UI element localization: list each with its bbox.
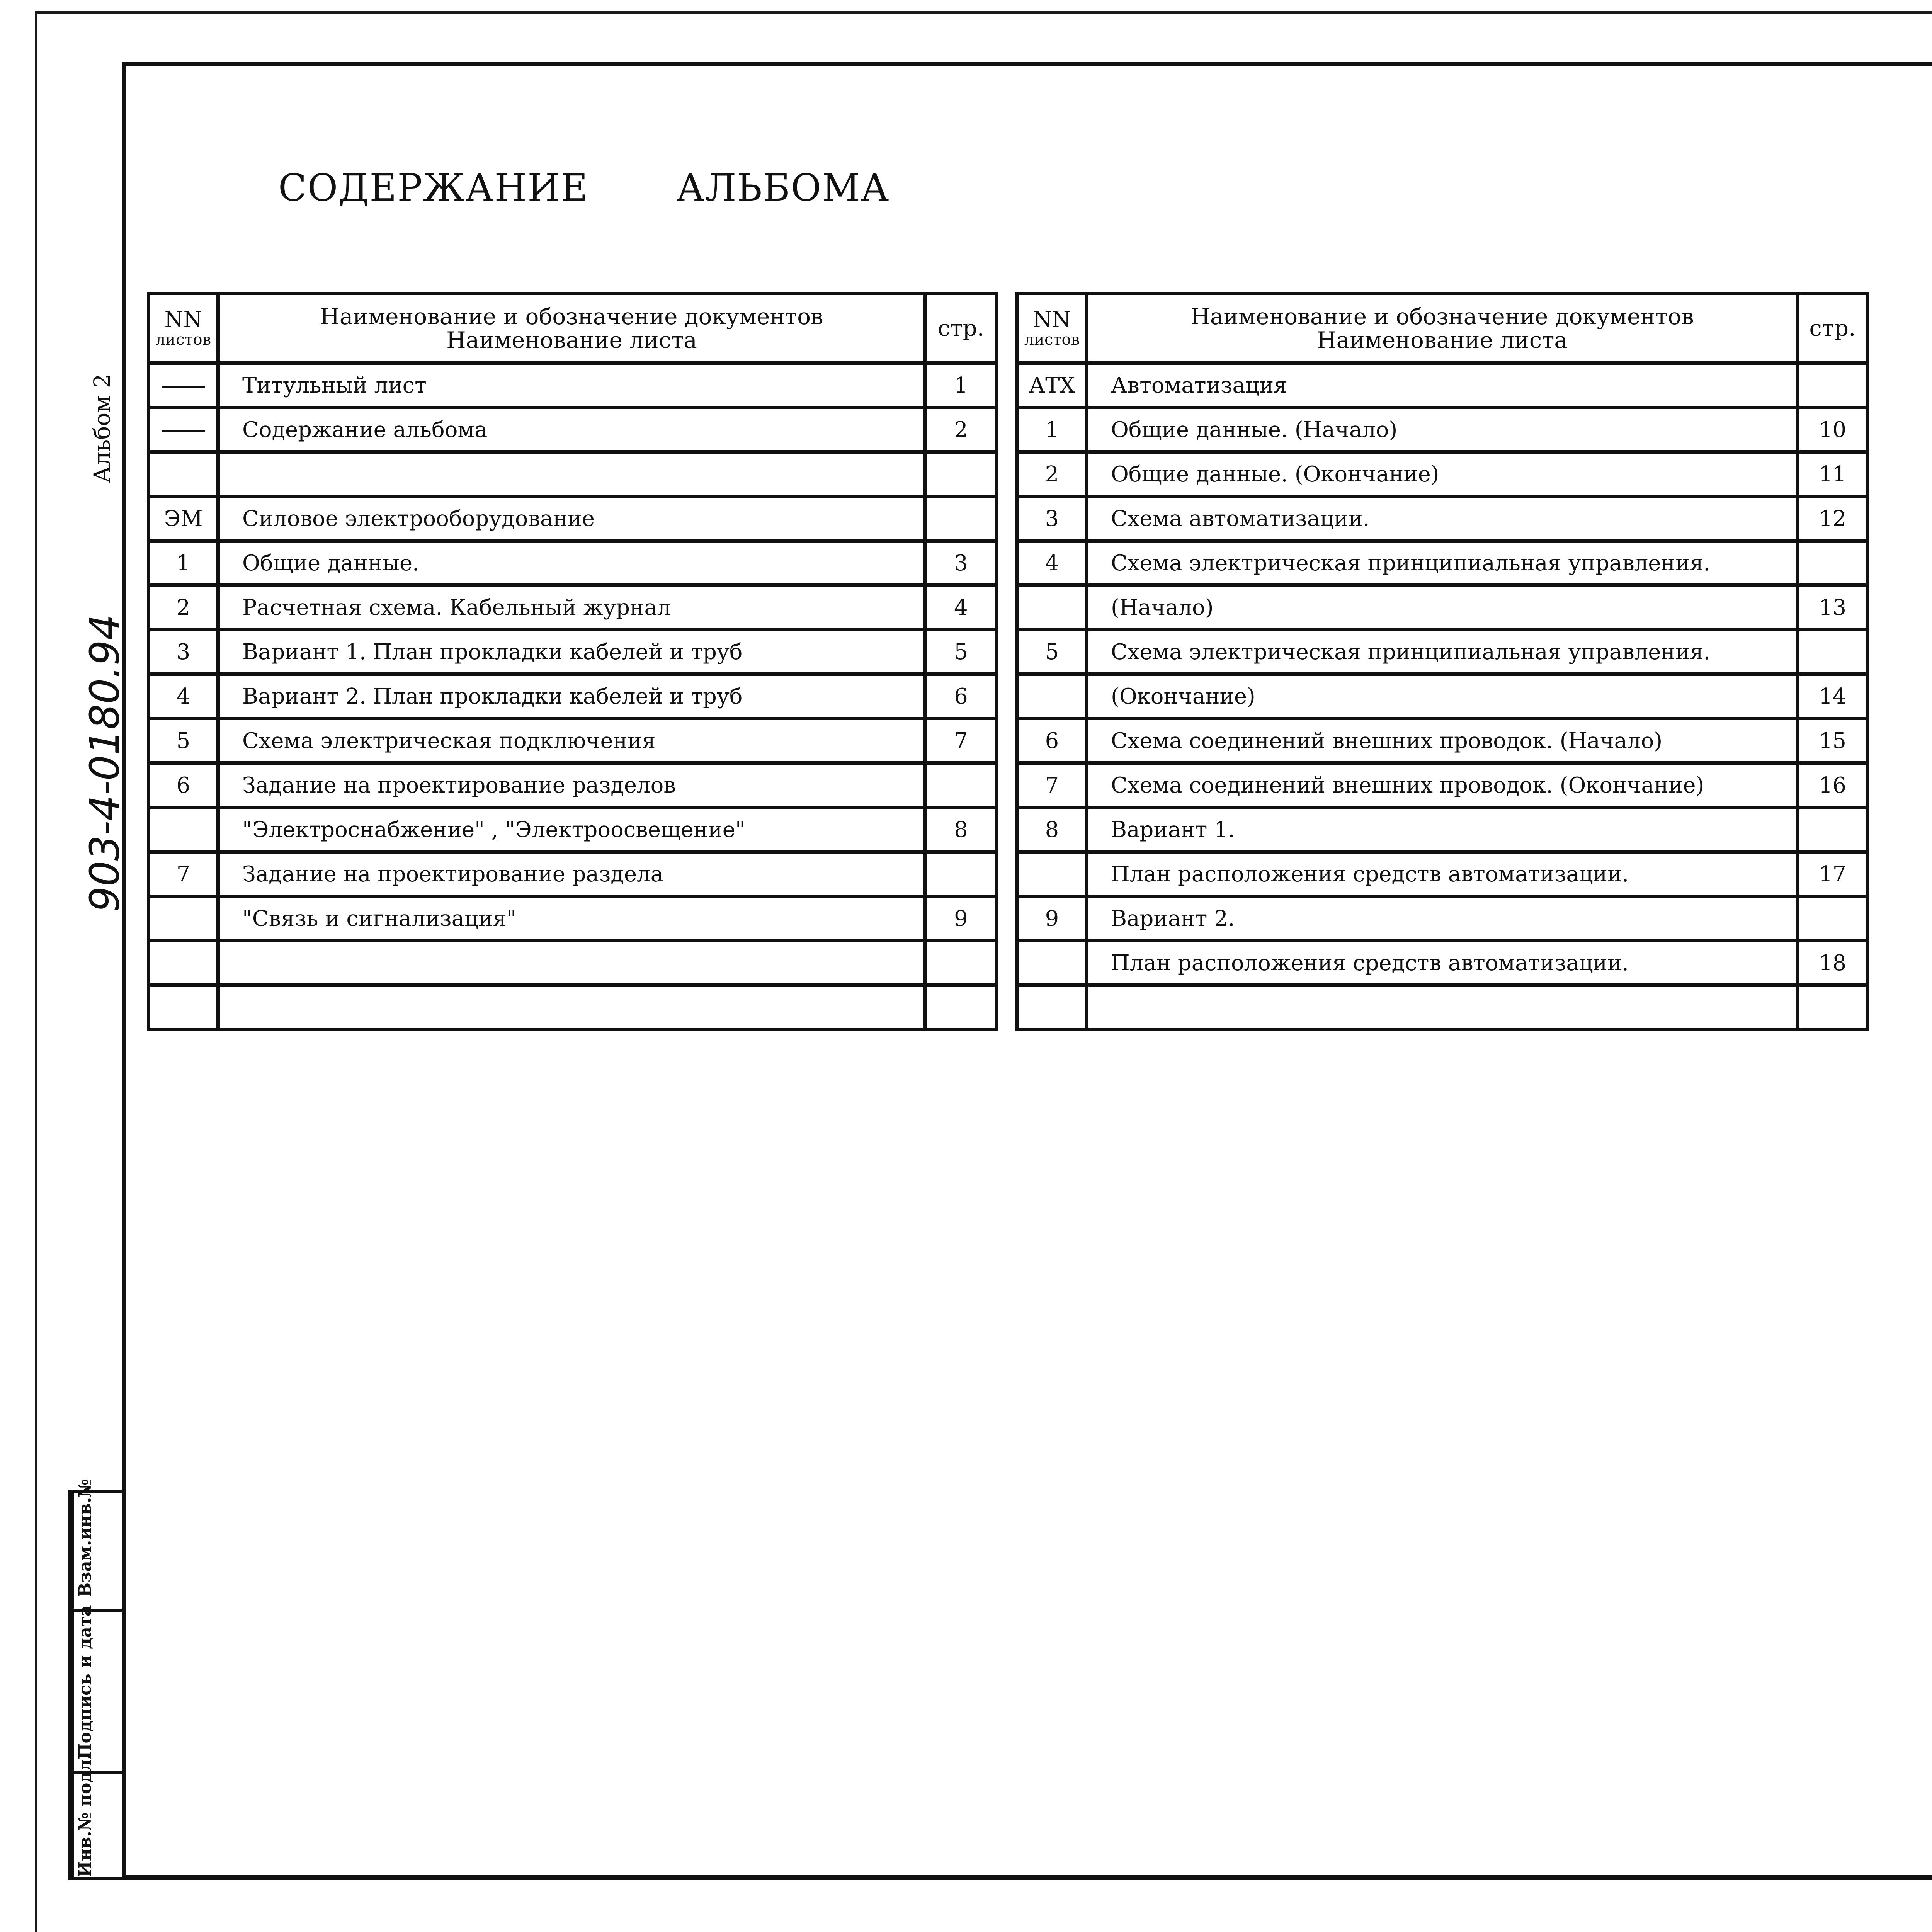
- contents-table-left: [147, 292, 998, 1031]
- table-row: [149, 497, 997, 541]
- document-name-header: [1087, 294, 1798, 363]
- sheet-number-cell: 6: [149, 763, 218, 808]
- sheet-number-cell: 5: [1017, 630, 1087, 674]
- listov-label: листов: [155, 330, 211, 349]
- page-number-cell: 9: [925, 896, 997, 941]
- dash-mark: [162, 386, 205, 388]
- table-row: [1017, 852, 1867, 896]
- sheet-number-cell: 1: [149, 541, 218, 585]
- sheet-number-cell: 1: [1017, 408, 1087, 452]
- table-row: [149, 674, 997, 719]
- table-row: [149, 808, 997, 852]
- page-number-cell: [925, 985, 997, 1030]
- page-number-cell: [1798, 630, 1867, 674]
- sheet-name-cell: Вариант 1.: [1087, 808, 1798, 852]
- sheet-number-cell: 8: [1017, 808, 1087, 852]
- page-number-cell: 14: [1798, 674, 1867, 719]
- table-row: [1017, 497, 1867, 541]
- header-line-2: Наименование листа: [446, 327, 697, 353]
- page-number-cell: 7: [925, 719, 997, 763]
- table-row: [1017, 408, 1867, 452]
- table-row: [149, 719, 997, 763]
- sheet-name-cell: Схема соединений внешних проводок. (Окончание): [1087, 763, 1798, 808]
- sheet-name-cell: [218, 941, 925, 985]
- page-number-cell: 4: [925, 585, 997, 630]
- sheet-number-cell: 3: [149, 630, 218, 674]
- sheet-name-cell: Автоматизация: [1087, 363, 1798, 408]
- sheet-number-cell: 2: [149, 585, 218, 630]
- table-row: [149, 630, 997, 674]
- page-number-cell: [925, 497, 997, 541]
- sheet-number-cell: ЭМ: [149, 497, 218, 541]
- sheet-number-cell: 6: [1017, 719, 1087, 763]
- table-row: [149, 585, 997, 630]
- sheet-number-cell: [1017, 852, 1087, 896]
- page-number-cell: 1: [925, 363, 997, 408]
- page-header: стр.: [925, 294, 997, 363]
- approval-stamp: [68, 1479, 126, 1880]
- page-number-cell: [925, 763, 997, 808]
- table-row: [1017, 674, 1867, 719]
- sheet-number-cell: 9: [1017, 896, 1087, 941]
- sheet-name-cell: Задание на проектирование разделов: [218, 763, 925, 808]
- sheet-number-cell: 2: [1017, 452, 1087, 497]
- sheet-name-cell: "Связь и сигнализация": [218, 896, 925, 941]
- sheet-name-cell: Общие данные. (Начало): [1087, 408, 1798, 452]
- table-header-row: [149, 294, 997, 363]
- table-row: [149, 941, 997, 985]
- page-number-cell: 16: [1798, 763, 1867, 808]
- sheet-number-cell: 4: [149, 674, 218, 719]
- nn-label: NN: [164, 307, 202, 333]
- table-row: [149, 896, 997, 941]
- table-row: [149, 763, 997, 808]
- sheet-name-cell: Общие данные.: [218, 541, 925, 585]
- page-number-cell: 11: [1798, 452, 1867, 497]
- sheet-name-cell: (Окончание): [1087, 674, 1798, 719]
- header-line-1: Наименование и обозначение документов: [1190, 303, 1694, 330]
- table-row: [1017, 541, 1867, 585]
- page-header: стр.: [1798, 294, 1867, 363]
- page-number-cell: 15: [1798, 719, 1867, 763]
- sheet-number-cell: 3: [1017, 497, 1087, 541]
- page-number-cell: [1798, 541, 1867, 585]
- document-code: 903-4-0180.94: [81, 614, 128, 912]
- sheet-number-cell: [1017, 585, 1087, 630]
- page-number-cell: 12: [1798, 497, 1867, 541]
- sheet-name-cell: План расположения средств автоматизации.: [1087, 852, 1798, 896]
- sheet-name-cell: [218, 985, 925, 1030]
- sheet-number-cell: 7: [149, 852, 218, 896]
- sheet-number-cell: [1017, 941, 1087, 985]
- sheet-number-cell: [149, 985, 218, 1030]
- page-number-cell: [925, 852, 997, 896]
- sheet-number-cell: [149, 452, 218, 497]
- sheet-name-cell: Схема электрическая подключения: [218, 719, 925, 763]
- page-number-cell: 2: [925, 408, 997, 452]
- table-row: [1017, 896, 1867, 941]
- table-row: [1017, 630, 1867, 674]
- page-number-cell: [925, 452, 997, 497]
- sheet-name-cell: Схема соединений внешних проводок. (Начало): [1087, 719, 1798, 763]
- stamp-inv-podl: Инв.№ подл.: [75, 1753, 95, 1877]
- sheet-name-cell: Силовое электрооборудование: [218, 497, 925, 541]
- table-header-row: [1017, 294, 1867, 363]
- sheet-number-header: [1017, 294, 1087, 363]
- sheet-name-cell: Вариант 1. План прокладки кабелей и труб: [218, 630, 925, 674]
- sheet-number-cell: [1017, 985, 1087, 1030]
- page-number-cell: [925, 941, 997, 985]
- sheet-name-cell: [218, 452, 925, 497]
- table-row: [1017, 763, 1867, 808]
- table-row: [1017, 452, 1867, 497]
- dash-mark: [162, 430, 205, 432]
- sheet-name-cell: Схема автоматизации.: [1087, 497, 1798, 541]
- table-row: [149, 541, 997, 585]
- sheet-number-cell: 7: [1017, 763, 1087, 808]
- sheet-number-cell: [149, 941, 218, 985]
- page-number-cell: 3: [925, 541, 997, 585]
- table-row: [149, 985, 997, 1030]
- table-row: [1017, 808, 1867, 852]
- page-number-cell: [1798, 896, 1867, 941]
- table-row: [1017, 985, 1867, 1030]
- page-number-cell: 8: [925, 808, 997, 852]
- page-title: СОДЕРЖАНИЕ АЛЬБОМА: [278, 166, 890, 209]
- stamp-divider: [71, 1493, 74, 1877]
- table-row: [149, 852, 997, 896]
- table-row: [1017, 719, 1867, 763]
- sheet-number-cell: [1017, 674, 1087, 719]
- page-number-cell: 6: [925, 674, 997, 719]
- stamp-podpis-data: Подпись и дата: [75, 1605, 95, 1759]
- sheet-name-cell: Содержание альбома: [218, 408, 925, 452]
- sheet-number-cell: [149, 408, 218, 452]
- stamp-vzam-inv: Взам.инв.№: [75, 1479, 95, 1597]
- table-row: [1017, 941, 1867, 985]
- sheet-number-cell: [149, 363, 218, 408]
- sheet-name-cell: (Начало): [1087, 585, 1798, 630]
- sheet-name-cell: "Электроснабжение" , "Электроосвещение": [218, 808, 925, 852]
- page-number-cell: [1798, 985, 1867, 1030]
- table-row: [149, 452, 997, 497]
- sheet-number-cell: 5: [149, 719, 218, 763]
- sheet-name-cell: Общие данные. (Окончание): [1087, 452, 1798, 497]
- sheet-name-cell: Схема электрическая принципиальная управления.: [1087, 541, 1798, 585]
- sheet-name-cell: Вариант 2. План прокладки кабелей и труб: [218, 674, 925, 719]
- sheet-name-cell: План расположения средств автоматизации.: [1087, 941, 1798, 985]
- sheet-number-cell: [149, 896, 218, 941]
- table-row: [1017, 363, 1867, 408]
- sheet-number-cell: АТХ: [1017, 363, 1087, 408]
- sheet-name-cell: Задание на проектирование раздела: [218, 852, 925, 896]
- page-number-cell: [1798, 363, 1867, 408]
- sheet-number-cell: 4: [1017, 541, 1087, 585]
- sheet-name-cell: Титульный лист: [218, 363, 925, 408]
- document-name-header: [218, 294, 925, 363]
- contents-table-right: [1015, 292, 1869, 1031]
- table-row: [149, 408, 997, 452]
- sheet-number-header: [149, 294, 218, 363]
- sheet-name-cell: Вариант 2.: [1087, 896, 1798, 941]
- page-number-cell: [1798, 808, 1867, 852]
- nn-label: NN: [1033, 307, 1071, 333]
- sheet-name-cell: [1087, 985, 1798, 1030]
- sheet-number-cell: [149, 808, 218, 852]
- header-line-2: Наименование листа: [1317, 327, 1568, 353]
- listov-label: листов: [1024, 330, 1080, 349]
- sheet-name-cell: Расчетная схема. Кабельный журнал: [218, 585, 925, 630]
- page-number-cell: 17: [1798, 852, 1867, 896]
- header-line-1: Наименование и обозначение документов: [320, 303, 823, 330]
- table-row: [1017, 585, 1867, 630]
- page-number-cell: 10: [1798, 408, 1867, 452]
- page-number-cell: 18: [1798, 941, 1867, 985]
- page-number-cell: 5: [925, 630, 997, 674]
- page-number-cell: 13: [1798, 585, 1867, 630]
- sheet-name-cell: Схема электрическая принципиальная управления.: [1087, 630, 1798, 674]
- table-row: [149, 363, 997, 408]
- album-label: Альбом 2: [89, 374, 115, 483]
